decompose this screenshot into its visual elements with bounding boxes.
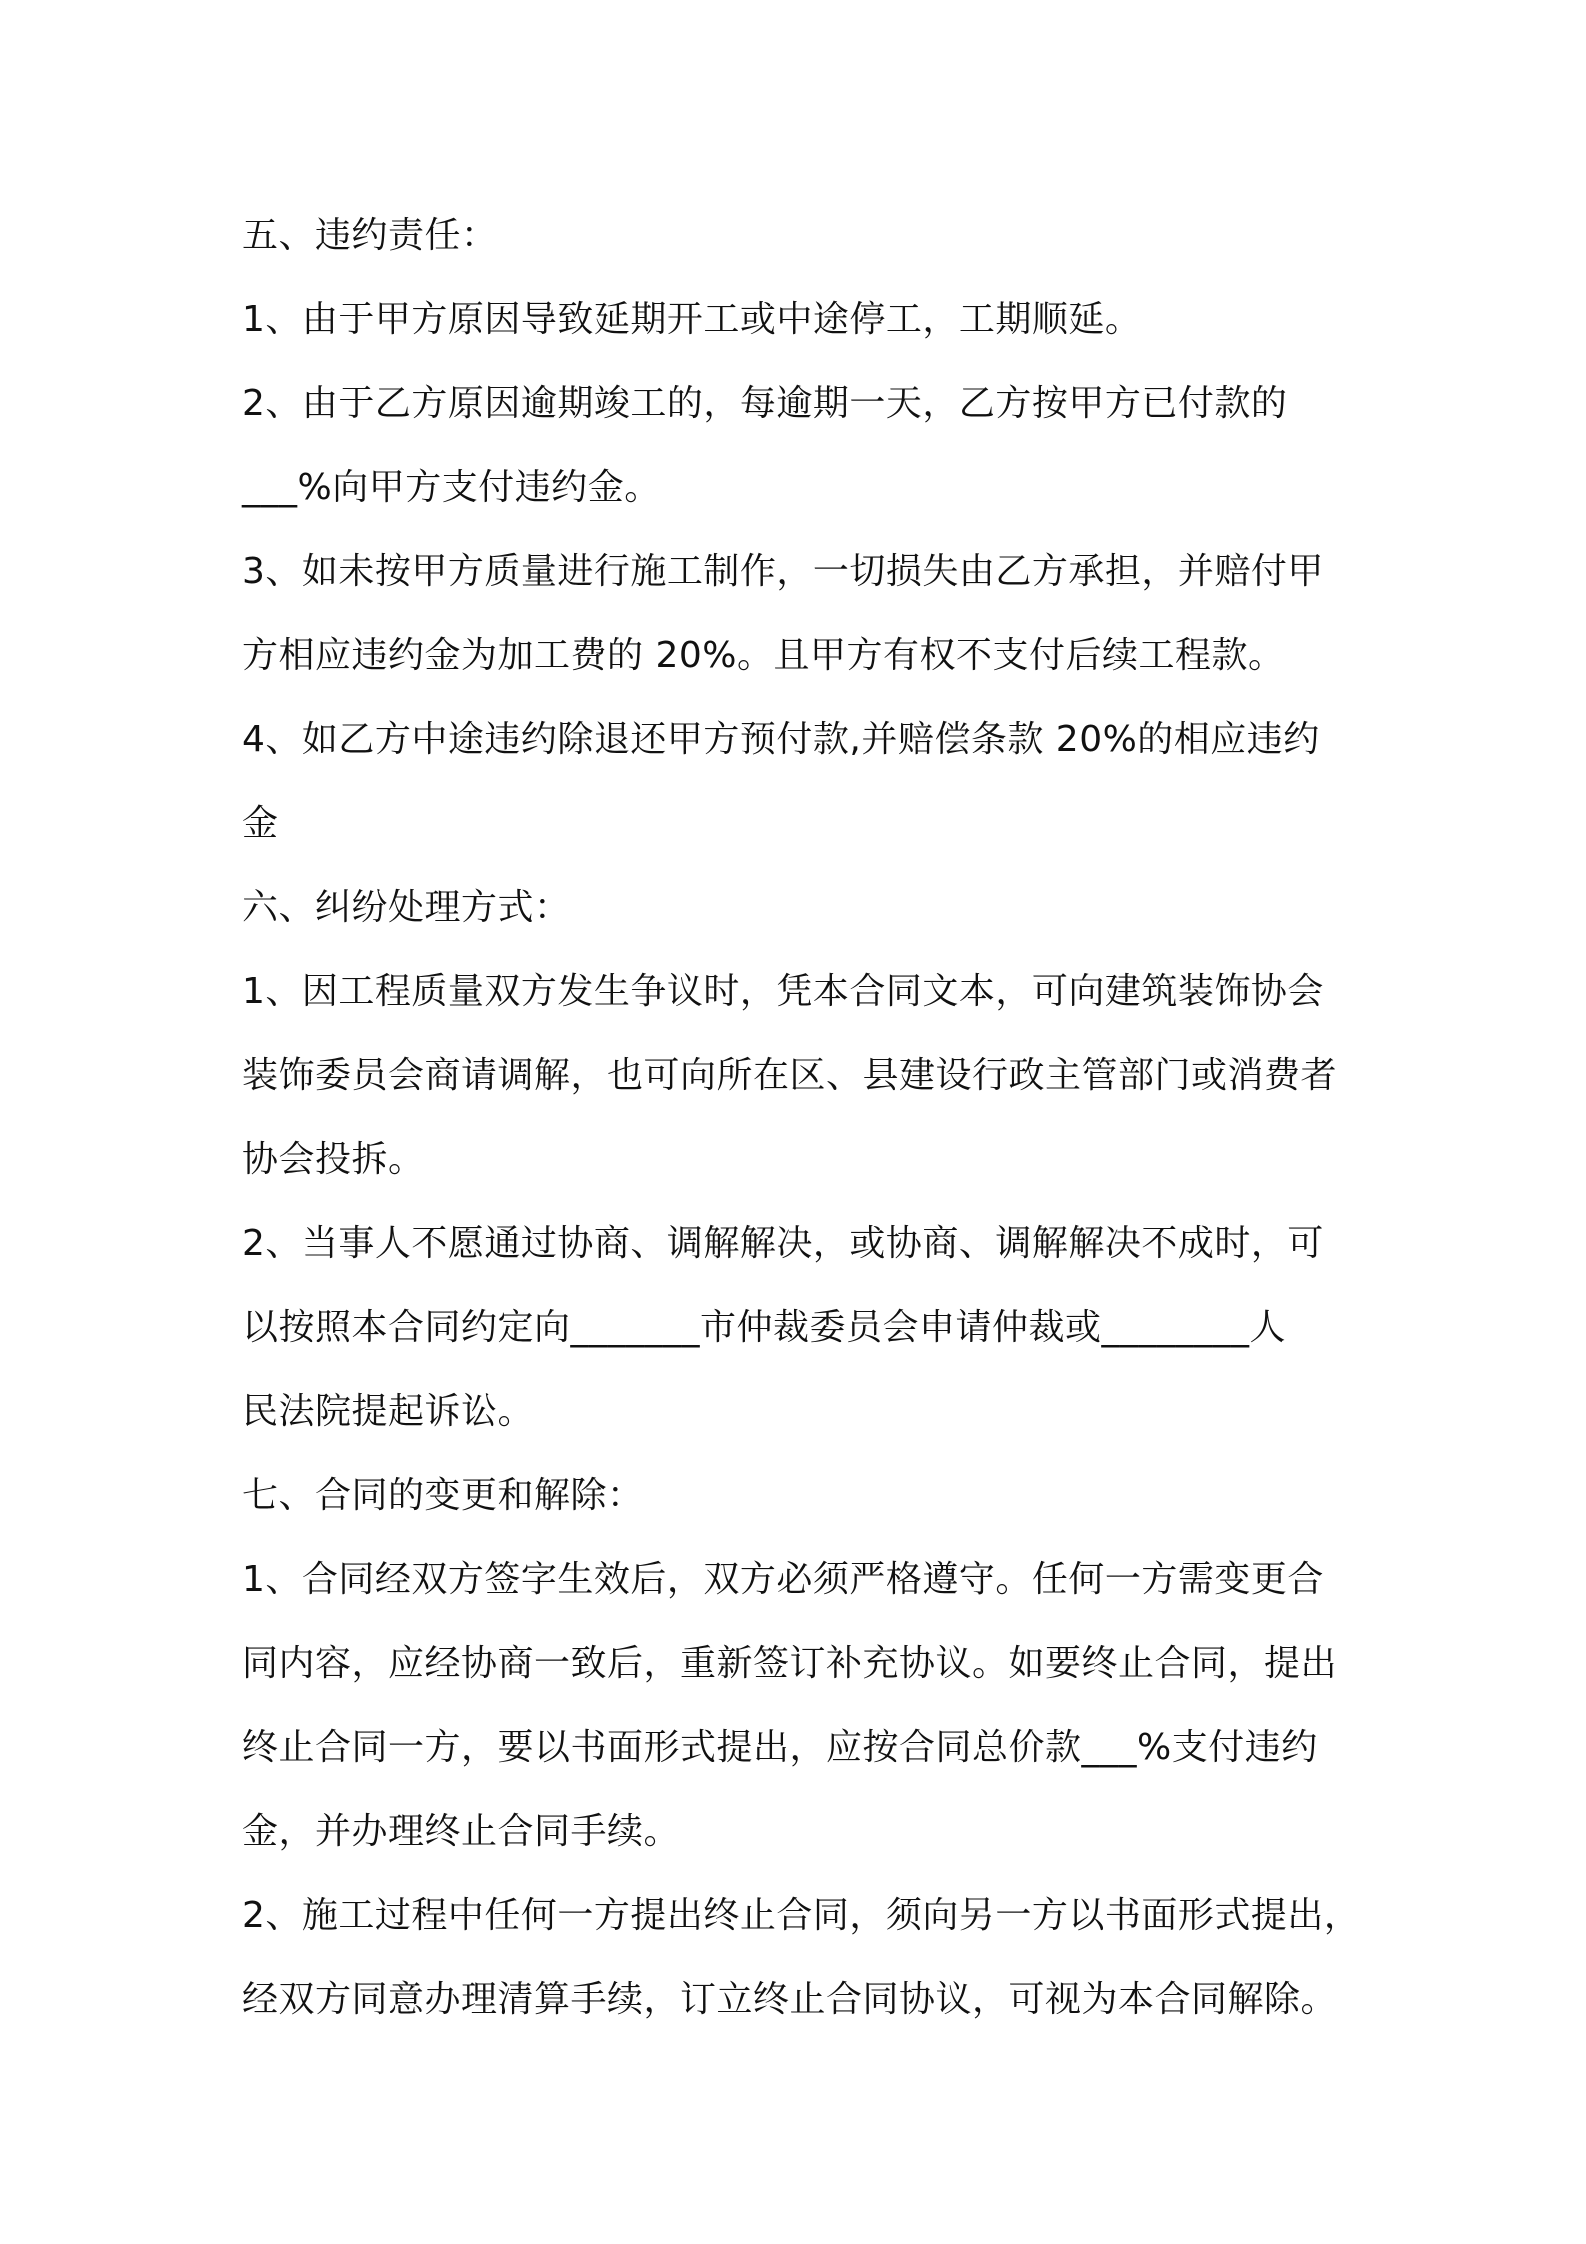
clause-text: 3、如未按甲方质量进行施工制作，一切损失由乙方承担，并赔付甲 (242, 551, 1324, 592)
clause-text: ___%向甲方支付违约金。 (242, 467, 661, 508)
clause-text: 1、因工程质量双方发生争议时，凭本合同文本，可向建筑装饰协会 (242, 971, 1324, 1012)
clause-text: 2、施工过程中任何一方提出终止合同，须向另一方以书面形式提出， (242, 1895, 1361, 1936)
clause-text: 1、由于甲方原因导致延期开工或中途停工，工期顺延。 (242, 299, 1142, 340)
section-heading-contract-change: 七、合同的变更和解除： (242, 1475, 644, 1516)
clause-text: 2、由于乙方原因逾期竣工的，每逾期一天，乙方按甲方已付款的 (242, 383, 1288, 424)
clause-text: 金 (242, 803, 279, 844)
section-heading-breach-liability: 五、违约责任： (242, 215, 498, 256)
section-heading-dispute-resolution: 六、纠纷处理方式： (242, 887, 571, 928)
clause-text: 民法院提起诉讼。 (242, 1391, 535, 1432)
clause-text: 金，并办理终止合同手续。 (242, 1811, 681, 1852)
document-body (242, 194, 1361, 2042)
clause-text: 经双方同意办理清算手续，订立终止合同协议，可视为本合同解除。 (242, 1979, 1338, 2020)
clause-text: 以按照本合同约定向_______市仲裁委员会申请仲裁或________人 (242, 1307, 1287, 1348)
clause-text: 装饰委员会商请调解，也可向所在区、县建设行政主管部门或消费者 (242, 1055, 1338, 1096)
clause-text: 同内容，应经协商一致后，重新签订补充协议。如要终止合同，提出 (242, 1643, 1338, 1684)
clause-text: 4、如乙方中途违约除退还甲方预付款,并赔偿条款 20%的相应违约 (242, 719, 1320, 760)
clause-text: 终止合同一方，要以书面形式提出，应按合同总价款___%支付违约 (242, 1727, 1318, 1768)
clause-text: 2、当事人不愿通过协商、调解解决，或协商、调解解决不成时，可 (242, 1223, 1324, 1264)
clause-text: 1、合同经双方签字生效后，双方必须严格遵守。任何一方需变更合 (242, 1559, 1324, 1600)
clause-text: 协会投拆。 (242, 1139, 425, 1180)
clause-text: 方相应违约金为加工费的 20%。且甲方有权不支付后续工程款。 (242, 635, 1285, 676)
